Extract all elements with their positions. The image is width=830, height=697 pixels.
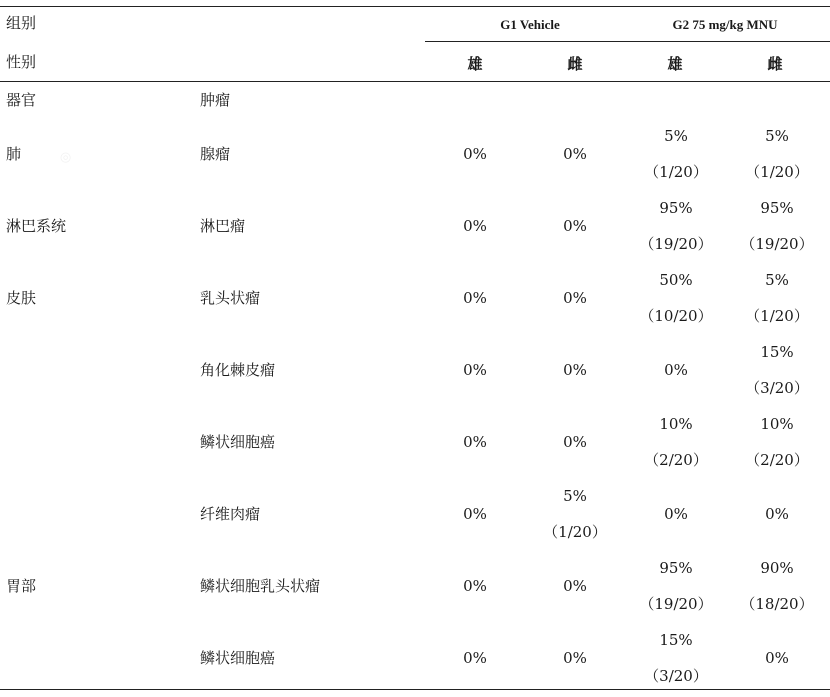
incidence-value: 0%: [765, 505, 789, 523]
incidence-cell: [420, 136, 530, 172]
incidence-cell: [520, 136, 630, 172]
incidence-value: 0%: [664, 361, 688, 379]
incidence-value: 0%: [563, 649, 587, 667]
incidence-value: 95%: [659, 199, 693, 217]
incidence-value: 0%: [463, 649, 487, 667]
incidence-value: 0%: [463, 433, 487, 451]
incidence-value: 15%: [760, 343, 794, 361]
incidence-cell: [621, 118, 731, 190]
incidence-cell: [722, 118, 830, 190]
incidence-value: （3/20）: [745, 379, 809, 397]
incidence-value: （1/20）: [745, 307, 809, 325]
incidence-cell: [621, 622, 731, 694]
incidence-value: 10%: [659, 415, 693, 433]
tumor-cell: 角化棘皮瘤: [200, 361, 276, 379]
incidence-value: 0%: [463, 577, 487, 595]
incidence-value: 0%: [563, 577, 587, 595]
incidence-cell: [722, 190, 830, 262]
incidence-value: （19/20）: [740, 235, 814, 253]
incidence-cell: [420, 208, 530, 244]
tumor-cell: 淋巴瘤: [200, 217, 246, 235]
incidence-value: 0%: [463, 361, 487, 379]
incidence-value: （19/20）: [639, 235, 713, 253]
incidence-cell: [420, 568, 530, 604]
tumor-cell: 腺瘤: [200, 145, 231, 163]
incidence-value: 50%: [659, 271, 693, 289]
tumor-cell: 鳞状细胞乳头状瘤: [200, 577, 321, 595]
incidence-cell: [722, 406, 830, 478]
incidence-value: 0%: [463, 145, 487, 163]
incidence-value: （1/20）: [745, 163, 809, 181]
incidence-value: 5%: [765, 271, 789, 289]
organ-cell: 胃部: [6, 577, 37, 595]
incidence-cell: [520, 640, 630, 676]
incidence-cell: [621, 550, 731, 622]
g2-female-header: 雌: [767, 55, 783, 73]
organ-cell: 皮肤: [6, 289, 37, 307]
incidence-cell: [722, 550, 830, 622]
incidence-value: 90%: [760, 559, 794, 577]
incidence-cell: [420, 352, 530, 388]
incidence-value: （3/20）: [644, 667, 708, 685]
incidence-value: 0%: [563, 433, 587, 451]
incidence-value: 0%: [563, 217, 587, 235]
incidence-value: 95%: [760, 199, 794, 217]
group-underline-rule: [425, 41, 830, 42]
incidence-cell: [520, 208, 630, 244]
group-g2-header: G2 75 mg/kg MNU: [672, 17, 778, 32]
incidence-cell: [520, 280, 630, 316]
incidence-value: 5%: [563, 487, 587, 505]
incidence-value: 5%: [664, 127, 688, 145]
incidence-cell: [722, 334, 830, 406]
incidence-value: 0%: [563, 145, 587, 163]
incidence-value: 95%: [659, 559, 693, 577]
sex-label: 性别: [6, 53, 37, 71]
incidence-value: （1/20）: [543, 523, 607, 541]
tumor-cell: 纤维肉瘤: [200, 505, 261, 523]
incidence-cell: [520, 424, 630, 460]
incidence-value: 0%: [563, 361, 587, 379]
incidence-value: 0%: [463, 505, 487, 523]
organ-label: 器官: [6, 91, 37, 109]
incidence-cell: [722, 496, 830, 532]
incidence-value: 10%: [760, 415, 794, 433]
incidence-cell: [722, 640, 830, 676]
incidence-value: 0%: [664, 505, 688, 523]
incidence-value: （2/20）: [644, 451, 708, 469]
incidence-value: （1/20）: [644, 163, 708, 181]
top-rule: [0, 6, 830, 7]
incidence-cell: [621, 262, 731, 334]
incidence-value: 5%: [765, 127, 789, 145]
g2-male-header: 雄: [667, 55, 683, 73]
incidence-value: 0%: [765, 649, 789, 667]
tumor-cell: 鳞状细胞癌: [200, 433, 276, 451]
incidence-value: 15%: [659, 631, 693, 649]
incidence-value: （18/20）: [740, 595, 814, 613]
incidence-cell: [420, 496, 530, 532]
incidence-cell: [520, 478, 630, 550]
incidence-cell: [520, 568, 630, 604]
g1-female-header: 雌: [567, 55, 583, 73]
organ-cell: 肺: [6, 145, 22, 163]
tumor-cell: 鳞状细胞癌: [200, 649, 276, 667]
incidence-cell: [420, 640, 530, 676]
incidence-value: 0%: [463, 217, 487, 235]
incidence-cell: [621, 406, 731, 478]
incidence-cell: [520, 352, 630, 388]
incidence-value: （19/20）: [639, 595, 713, 613]
incidence-value: （2/20）: [745, 451, 809, 469]
incidence-cell: [621, 352, 731, 388]
group-g1-header: G1 Vehicle: [500, 17, 560, 32]
watermark: ◎: [56, 148, 75, 167]
group-label: 组别: [6, 14, 37, 32]
incidence-cell: [420, 280, 530, 316]
incidence-cell: [621, 496, 731, 532]
incidence-cell: [722, 262, 830, 334]
incidence-cell: [420, 424, 530, 460]
organ-cell: 淋巴系统: [6, 217, 67, 235]
incidence-cell: [621, 190, 731, 262]
incidence-value: 0%: [463, 289, 487, 307]
incidence-value: （10/20）: [639, 307, 713, 325]
tumor-cell: 乳头状瘤: [200, 289, 261, 307]
header-rule: [0, 81, 830, 82]
incidence-value: 0%: [563, 289, 587, 307]
g1-male-header: 雄: [467, 55, 483, 73]
tumor-label: 肿瘤: [200, 91, 231, 109]
